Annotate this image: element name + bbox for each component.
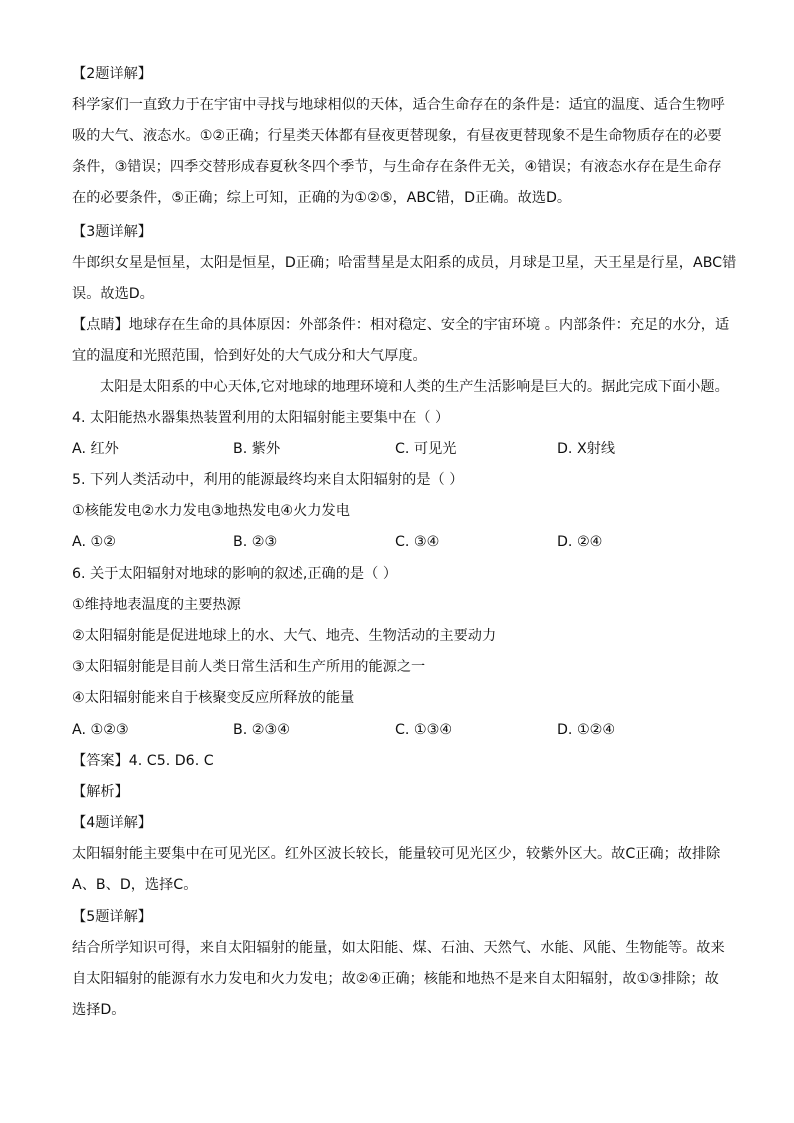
question-5-items: ①核能发电②水力发电③地热发电④火力发电: [72, 503, 350, 519]
option-c: C. ③④: [395, 534, 440, 550]
intro-paragraph: 太阳是太阳系的中心天体,它对地球的地理环境和人类的生产生活影响是巨大的。据此完成下面小题。: [100, 379, 729, 395]
question-5-stem: 5. 下列人类活动中，利用的能源最终均来自太阳辐射的是（ ）: [72, 472, 464, 488]
section-heading-q4: 【4题详解】: [72, 815, 152, 831]
question-6-stem: 6. 关于太阳辐射对地球的影响的叙述,正确的是（ ）: [72, 566, 398, 582]
question-6-item: ②太阳辐射能是促进地球上的水、大气、地壳、生物活动的主要动力: [72, 628, 497, 644]
option-b: B. 紫外: [233, 441, 281, 457]
paragraph-line: 科学家们一直致力于在宇宙中寻找与地球相似的天体，适合生命存在的条件是：适宜的温度、适合生物呼: [72, 97, 725, 113]
paragraph-line: 吸的大气、液态水。①②正确；行星类天体都有昼夜更替现象，有昼夜更替现象不是生命物质存在的必要: [72, 128, 722, 144]
paragraph-line: 在的必要条件，⑤正确；综上可知，正确的为①②⑤，ABC错，D正确。故选D。: [72, 190, 572, 206]
paragraph-line: 结合所学知识可得，来自太阳辐射的能量，如太阳能、煤、石油、天然气、水能、风能、生物能等。故来: [72, 940, 725, 956]
option-b: B. ②③④: [233, 722, 290, 738]
option-a: A. ①②: [72, 534, 116, 550]
option-d: D. ②④: [557, 534, 603, 550]
option-a: A. 红外: [72, 441, 119, 457]
question-6-options: [72, 720, 732, 740]
option-a: A. ①②③: [72, 722, 129, 738]
question-5-options: [72, 532, 732, 552]
paragraph-line: 选择D。: [72, 1002, 126, 1018]
question-4-options: [72, 439, 732, 459]
option-c: C. ①③④: [395, 722, 453, 738]
paragraph-line: 误。故选D。: [72, 286, 154, 302]
paragraph-line: A、B、D，选择C。: [72, 877, 198, 893]
option-d: D. ①②④: [557, 722, 616, 738]
question-6-item: ①维持地表温度的主要热源: [72, 597, 241, 613]
option-c: C. 可见光: [395, 441, 457, 457]
analysis-heading: 【解析】: [72, 784, 129, 800]
paragraph-line: 宜的温度和光照范围，恰到好处的大气成分和大气厚度。: [72, 348, 427, 364]
paragraph-line: 牛郎织女星是恒星，太阳是恒星，D正确；哈雷彗星是太阳系的成员，月球是卫星，天王星是行星，ABC错: [72, 255, 737, 271]
question-6-item: ③太阳辐射能是目前人类日常生活和生产所用的能源之一: [72, 659, 426, 675]
section-heading-q3: 【3题详解】: [72, 224, 152, 240]
answer-line: 【答案】4. C5. D6. C: [72, 753, 214, 769]
question-4-stem: 4. 太阳能热水器集热装置利用的太阳辐射能主要集中在（ ）: [72, 410, 450, 426]
section-heading-q5: 【5题详解】: [72, 909, 152, 925]
section-heading-q2: 【2题详解】: [72, 66, 152, 82]
paragraph-line: 条件，③错误；四季交替形成春夏秋冬四个季节，与生命存在条件无关，④错误；有液态水存在是生命存: [72, 159, 722, 175]
option-d: D. X射线: [557, 441, 616, 457]
paragraph-line: 太阳辐射能主要集中在可见光区。红外区波长较长，能量较可见光区少，较紫外区大。故C正确；故排除: [72, 846, 721, 862]
option-b: B. ②③: [233, 534, 278, 550]
tip-paragraph: 【点睛】地球存在生命的具体原因：外部条件：相对稳定、安全的宇宙环境 。内部条件：充足的水分，适: [72, 317, 730, 333]
paragraph-line: 自太阳辐射的能源有水力发电和火力发电；故②④正确；核能和地热不是来自太阳辐射，故①③排除；故: [72, 971, 719, 987]
question-6-item: ④太阳辐射能来自于核聚变反应所释放的能量: [72, 690, 355, 706]
